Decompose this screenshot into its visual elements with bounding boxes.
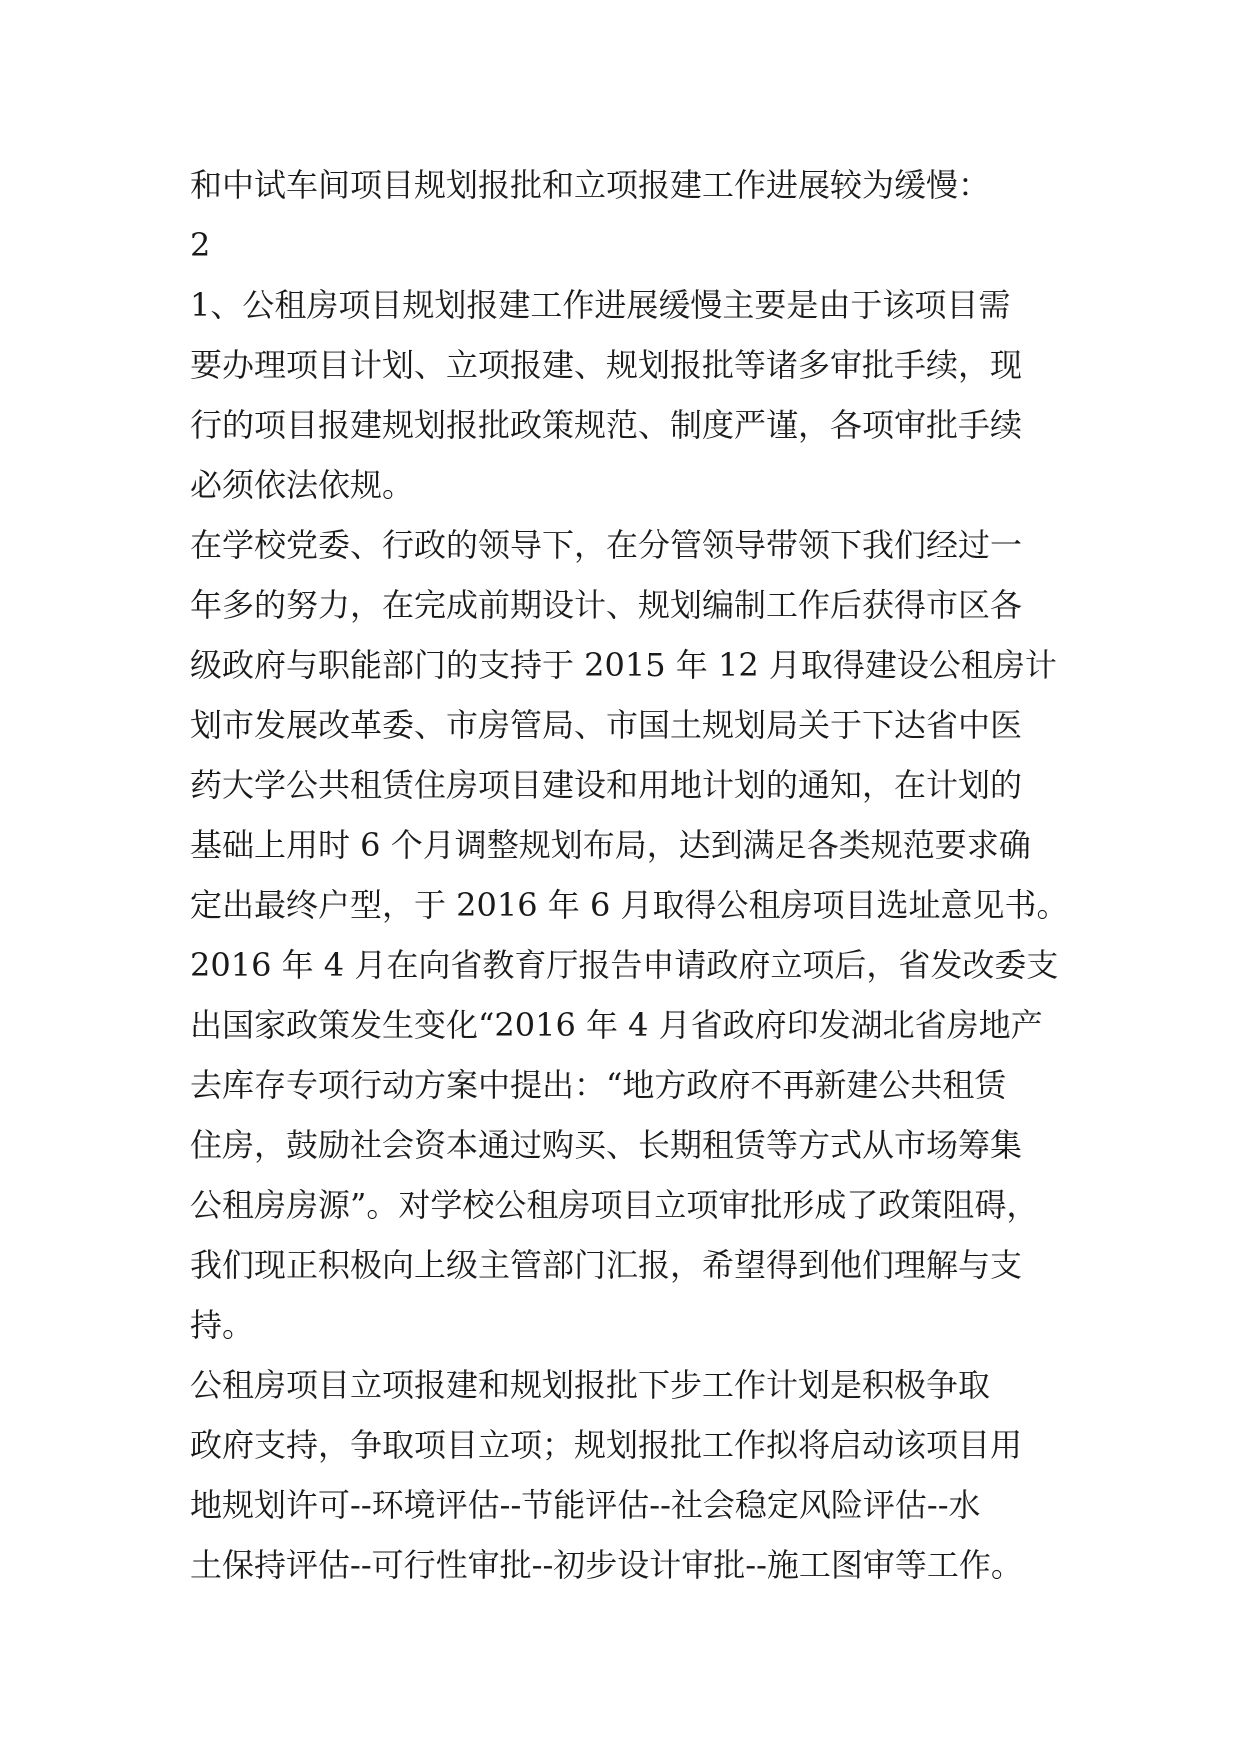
text-line: 去库存专项行动方案中提出：“地方政府不再新建公共租赁 [190,1066,1007,1104]
text-line: 2 [190,226,211,264]
text-line: 2016 年 4 月在向省教育厅报告申请政府立项后，省发改委支 [190,946,1059,984]
text-line: 基础上用时 6 个月调整规划布局，达到满足各类规范要求确 [190,826,1031,864]
text-line: 持。 [190,1306,255,1344]
text-line: 必须依法依规。 [190,466,415,504]
text-line: 定出最终户型，于 2016 年 6 月取得公租房项目选址意见书。 [190,886,1069,924]
text-line: 和中试车间项目规划报批和立项报建工作进展较为缓慢： [190,166,991,204]
text-line: 公租房房源”。对学校公租房项目立项审批形成了政策阻碍， [190,1186,1039,1224]
text-line: 我们现正积极向上级主管部门汇报，希望得到他们理解与支 [190,1246,1023,1284]
text-line: 在学校党委、行政的领导下，在分管领导带领下我们经过一 [190,526,1023,564]
text-line: 住房，鼓励社会资本通过购买、长期租赁等方式从市场筹集 [190,1126,1023,1164]
text-line: 政府支持，争取项目立项；规划报批工作拟将启动该项目用 [190,1426,1023,1464]
text-line: 出国家政策发生变化“2016 年 4 月省政府印发湖北省房地产 [190,1006,1043,1044]
text-line: 公租房项目立项报建和规划报批下步工作计划是积极争取 [190,1366,991,1404]
text-line: 1、公租房项目规划报建工作进展缓慢主要是由于该项目需 [190,286,1011,324]
text-line: 级政府与职能部门的支持于 2015 年 12 月取得建设公租房计 [190,646,1057,684]
text-line: 地规划许可--环境评估--节能评估--社会稳定风险评估--水 [190,1486,981,1524]
text-line: 药大学公共租赁住房项目建设和用地计划的通知，在计划的 [190,766,1023,804]
text-line: 要办理项目计划、立项报建、规划报批等诸多审批手续，现 [190,346,1023,384]
text-line: 土保持评估--可行性审批--初步设计审批--施工图审等工作。 [190,1546,1023,1584]
text-line: 行的项目报建规划报批政策规范、制度严谨，各项审批手续 [190,406,1023,444]
text-line: 划市发展改革委、市房管局、市国土规划局关于下达省中医 [190,706,1023,744]
text-line: 年多的努力，在完成前期设计、规划编制工作后获得市区各 [190,586,1023,624]
